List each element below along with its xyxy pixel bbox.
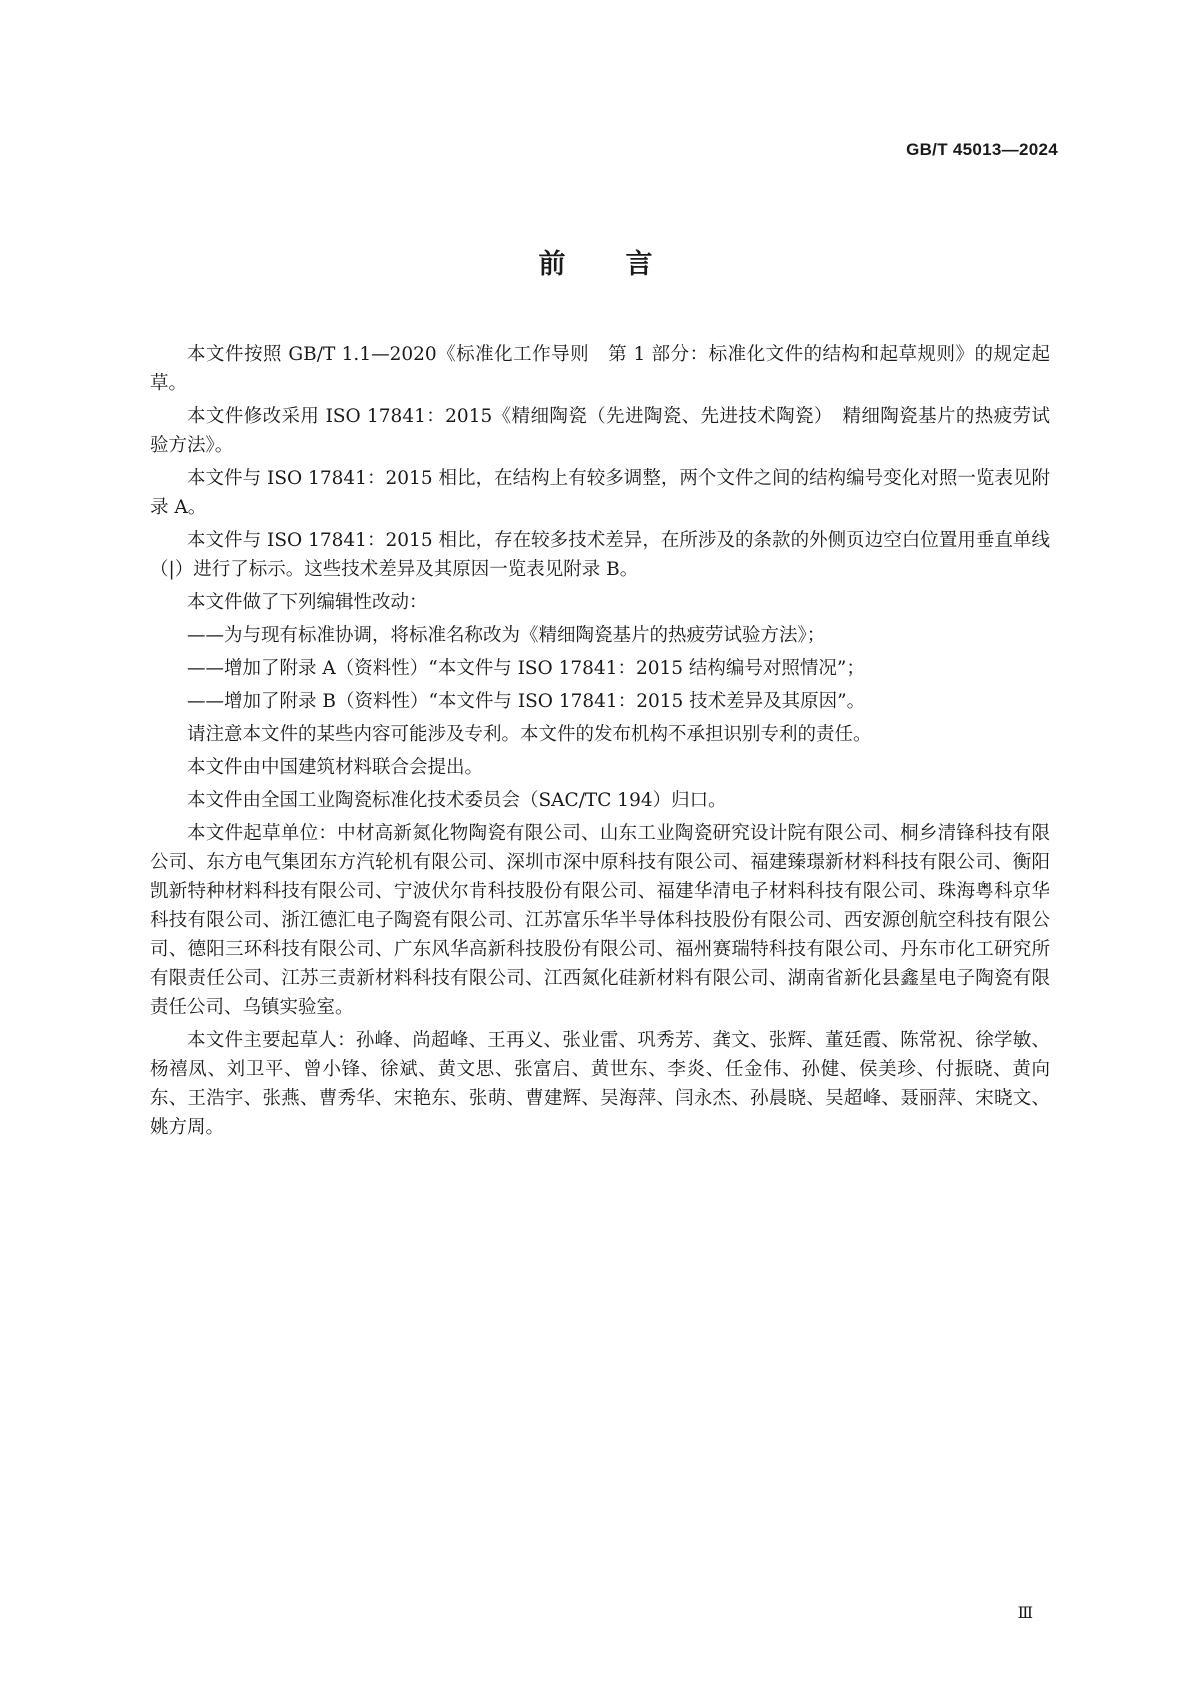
paragraph-patent-notice: 请注意本文件的某些内容可能涉及专利。本文件的发布机构不承担识别专利的责任。: [187, 724, 872, 745]
paragraph-drafting-units: 本文件起草单位：中材高新氮化物陶瓷有限公司、山东工业陶瓷研究设计院有限公司、桐乡清锋科技有限公司、东方电气集团东方汽轮机有限公司、深圳市深中原科技有限公司、福建臻璟新材料科技有限公司、衡阳凯新特种材料科技有限公司、宁波伏尔肯科技股份有限公司、福建华清电子材料科技有限公司、珠海粤科京华科技有限公司、浙江德汇电子陶瓷有限公司、江苏富乐华半导体科技股份有限公司、西安源创航空科技有限公司、德阳三环科技有限公司、广东风华高新科技股份有限公司、福州赛瑞特科技有限公司、丹东市化工研究所有限责任公司、江苏三责新材料科技有限公司、江西氮化硅新材料有限公司、湖南省新化县鑫星电子陶瓷有限责任公司、乌镇实验室。: [150, 823, 1050, 1018]
paragraph-editorial-changes: 本文件做了下列编辑性改动：: [187, 592, 428, 613]
paragraph-structure-changes: 本文件与 ISO 17841：2015 相比，在结构上有较多调整，两个文件之间的结构编号变化对照一览表见附录 A。: [150, 468, 1050, 518]
list-item: ——为与现有标准协调，将标准名称改为《精细陶瓷基片的热疲劳试验方法》；: [187, 625, 826, 646]
paragraph-drafting-rules: 本文件按照 GB/T 1.1—2020《标准化工作导则 第 1 部分：标准化文件的结构和起草规则》的规定起草。: [150, 344, 1050, 394]
paragraph-committee: 本文件由全国工业陶瓷标准化技术委员会（SAC/TC 194）归口。: [187, 790, 727, 811]
paragraph-technical-differences: 本文件与 ISO 17841：2015 相比，存在较多技术差异，在所涉及的条款的外侧页边空白位置用垂直单线（|）进行了标示。这些技术差异及其原因一览表见附录 B。: [150, 530, 1050, 580]
list-item: ——增加了附录 B（资料性）“本文件与 ISO 17841：2015 技术差异及其原因”。: [187, 691, 866, 712]
paragraph-proposer: 本文件由中国建筑材料联合会提出。: [187, 757, 484, 778]
paragraph-drafters: 本文件主要起草人：孙峰、尚超峰、王再义、张业雷、巩秀芳、龚文、张辉、董廷霞、陈常祝、徐学敏、杨禧凤、刘卫平、曾小锋、徐斌、黄文思、张富启、黄世东、李炎、任金伟、孙健、侯美珍、付振晓、黄向东、王浩宇、张燕、曹秀华、宋艳东、张萌、曹建辉、吴海萍、闫永杰、孙晨晓、吴超峰、聂丽萍、宋晓文、姚方周。: [150, 1030, 1050, 1138]
foreword-body: [150, 340, 1050, 1146]
page-title: 前言: [538, 249, 713, 280]
list-item: ——增加了附录 A（资料性）“本文件与 ISO 17841：2015 结构编号对照情况”；: [187, 658, 865, 679]
paragraph-adoption: 本文件修改采用 ISO 17841：2015《精细陶瓷（先进陶瓷、先进技术陶瓷） 精细陶瓷基片的热疲劳试验方法》。: [150, 406, 1050, 456]
page-number: Ⅲ: [1017, 1603, 1033, 1622]
standard-number: GB/T 45013—2024: [906, 140, 1058, 159]
